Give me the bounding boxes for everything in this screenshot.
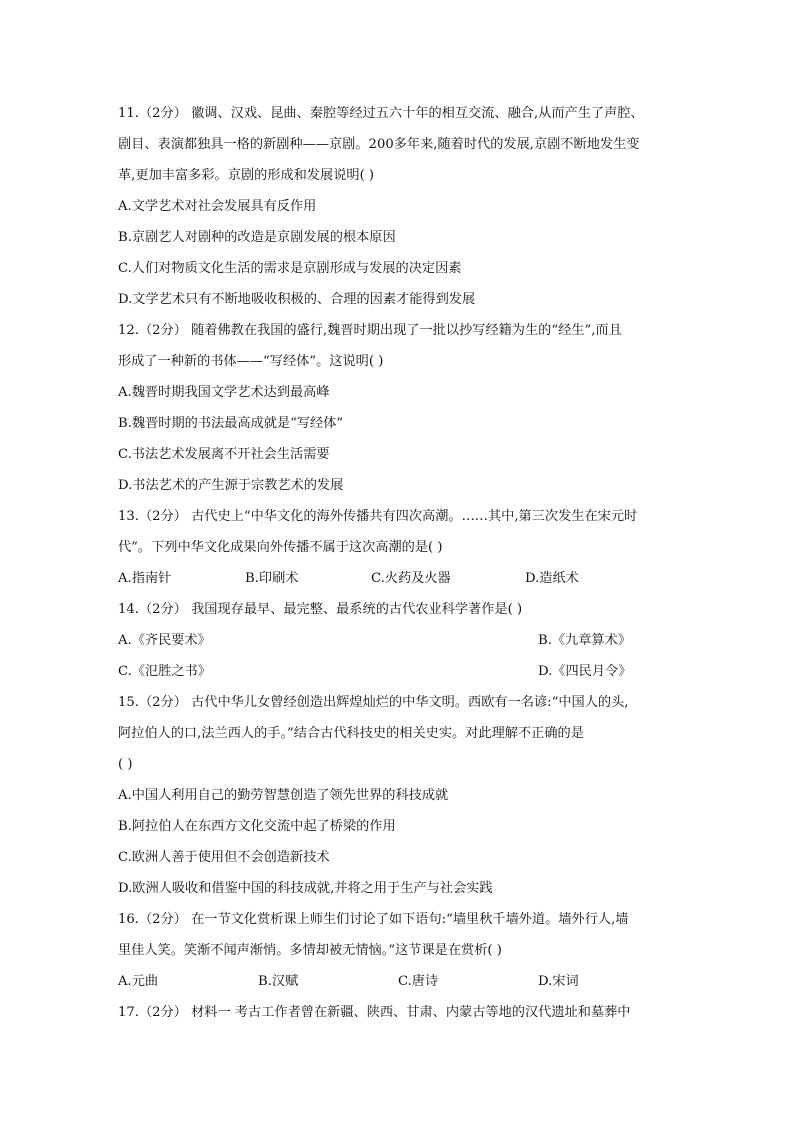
- q11-stem-line-1: 11.（2分） 徽调、汉戏、昆曲、秦腔等经过五六十年的相互交流、融合,从而产生了声腔、: [118, 106, 644, 121]
- q11-option-d: D.文学艺术只有不断地吸收积极的、合理的因素才能得到发展: [118, 292, 476, 307]
- q14-option-a: A.《齐民要术》: [118, 633, 211, 648]
- q16-option-d: D.宋词: [538, 974, 579, 989]
- q14-option-b: B.《九章算术》: [538, 633, 632, 648]
- q15-option-b: B.阿拉伯人在东西方文化交流中起了桥梁的作用: [118, 819, 396, 834]
- q15-stem-line-1: 15.（2分） 古代中华儿女曾经创造出辉煌灿烂的中华文明。西欧有一名谚:“中国人的头,: [118, 695, 629, 710]
- q11-option-c: C.人们对物质文化生活的需求是京剧形成与发展的决定因素: [118, 261, 462, 276]
- q12-option-b: B.魏晋时期的书法最高成就是“写经体”: [118, 416, 344, 431]
- q15-stem-line-2: 阿拉伯人的口,法兰西人的手。”结合古代科技史的相关史实。对此理解不正确的是: [118, 726, 584, 741]
- q16-stem-line-2: 里佳人笑。笑渐不闻声渐悄。多情却被无情恼。”这节课是在赏析( ): [118, 943, 502, 958]
- q16-option-a: A.元曲: [118, 974, 159, 989]
- q13-option-d: D.造纸术: [525, 571, 579, 586]
- q16-option-c: C.唐诗: [398, 974, 439, 989]
- q13-option-c: C.火药及火器: [371, 571, 451, 586]
- q13-options-row: [118, 569, 678, 589]
- q14-options-row-1: [118, 631, 678, 651]
- q12-option-d: D.书法艺术的产生源于宗教艺术的发展: [118, 478, 344, 493]
- q11-option-b: B.京剧艺人对剧种的改造是京剧发展的根本原因: [118, 230, 396, 245]
- q14-option-d: D.《四民月令》: [538, 664, 632, 679]
- q12-option-c: C.书法艺术发展离不开社会生活需要: [118, 447, 330, 462]
- q14-options-row-2: [118, 662, 678, 682]
- q15-option-a: A.中国人利用自己的勤劳智慧创造了领先世界的科技成就: [118, 788, 449, 803]
- q15-option-c: C.欧洲人善于使用但不会创造新技术: [118, 850, 330, 865]
- q15-stem-line-3: ( ): [118, 757, 133, 772]
- q13-option-b: B.印刷术: [245, 571, 299, 586]
- q13-stem-line-2: 代”。下列中华文化成果向外传播不属于这次高潮的是( ): [118, 540, 443, 555]
- q11-stem-line-3: 革,更加丰富多彩。京剧的形成和发展说明( ): [118, 168, 375, 183]
- q16-stem-line-1: 16.（2分） 在一节文化赏析课上师生们讨论了如下语句:“墙里秋千墙外道。墙外行人,墙: [118, 912, 629, 927]
- q14-stem-line-1: 14.（2分） 我国现存最早、最完整、最系统的古代农业科学著作是( ): [118, 602, 523, 617]
- q14-option-c: C.《氾胜之书》: [118, 664, 211, 679]
- q15-option-d: D.欧洲人吸收和借鉴中国的科技成就,并将之用于生产与社会实践: [118, 881, 493, 896]
- q11-option-a: A.文学艺术对社会发展具有反作用: [118, 199, 317, 214]
- q16-options-row: [118, 972, 678, 992]
- q12-option-a: A.魏晋时期我国文学艺术达到最高峰: [118, 385, 330, 400]
- q12-stem-line-1: 12.（2分） 随着佛教在我国的盛行,魏晋时期出现了一批以抄写经籍为生的“经生”,而且: [118, 323, 622, 338]
- q12-stem-line-2: 形成了一种新的书体——“写经体”。这说明( ): [118, 354, 384, 369]
- q13-stem-line-1: 13.（2分） 古代史上“中华文化的海外传播共有四次高潮。……其中,第三次发生在宋元时: [118, 509, 638, 524]
- q11-stem-line-2: 剧目、表演都独具一格的新剧种——京剧。200多年来,随着时代的发展,京剧不断地发生变: [118, 137, 640, 152]
- q16-option-b: B.汉赋: [258, 974, 299, 989]
- q17-stem-line-1: 17.（2分） 材料一 考古工作者曾在新疆、陕西、甘肃、内蒙古等地的汉代遗址和墓葬中: [118, 1005, 631, 1020]
- q13-option-a: A.指南针: [118, 571, 172, 586]
